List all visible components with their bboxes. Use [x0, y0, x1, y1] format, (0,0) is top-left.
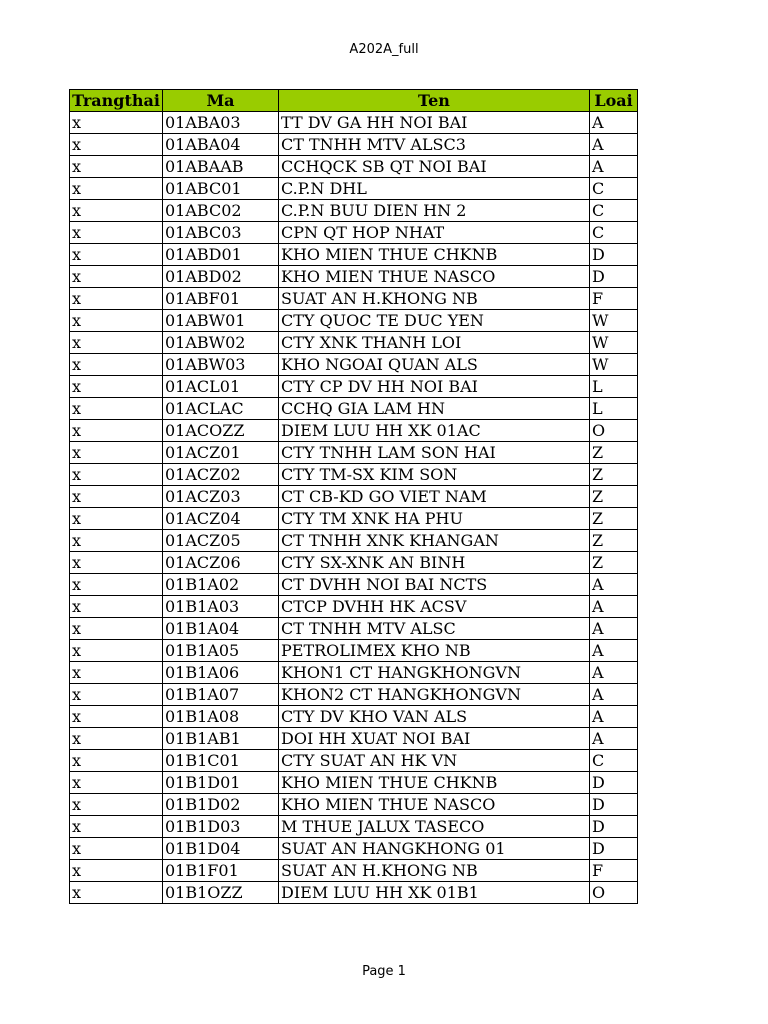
table-row [70, 332, 638, 354]
cell-trangthai: x [70, 794, 163, 816]
cell-ma: 01ACLAC [163, 398, 279, 420]
cell-ma: 01B1A03 [163, 596, 279, 618]
cell-ten: TT DV GA HH NOI BAI [279, 112, 590, 134]
cell-ten: CTY TM XNK HA PHU [279, 508, 590, 530]
cell-loai: Z [590, 442, 638, 464]
cell-ten: CPN QT HOP NHAT [279, 222, 590, 244]
table-row [70, 354, 638, 376]
cell-trangthai: x [70, 486, 163, 508]
column-header-ma: Ma [163, 90, 279, 112]
cell-loai: D [590, 772, 638, 794]
table-row [70, 662, 638, 684]
cell-ten: DIEM LUU HH XK 01B1 [279, 882, 590, 904]
cell-ten: CTY TM-SX KIM SON [279, 464, 590, 486]
cell-loai: Z [590, 552, 638, 574]
cell-ma: 01B1D01 [163, 772, 279, 794]
cell-trangthai: x [70, 420, 163, 442]
table-row [70, 134, 638, 156]
cell-ma: 01B1A02 [163, 574, 279, 596]
table-row [70, 596, 638, 618]
cell-ten: KHO MIEN THUE NASCO [279, 266, 590, 288]
cell-ten: CT CB-KD GO VIET NAM [279, 486, 590, 508]
cell-ten: CTCP DVHH HK ACSV [279, 596, 590, 618]
page-number: Page 1 [362, 964, 406, 979]
table-row [70, 684, 638, 706]
cell-ten: CTY XNK THANH LOI [279, 332, 590, 354]
cell-ma: 01B1A08 [163, 706, 279, 728]
table-row [70, 376, 638, 398]
table-row [70, 200, 638, 222]
cell-trangthai: x [70, 662, 163, 684]
cell-ma: 01ABF01 [163, 288, 279, 310]
page-header-title: A202A_full [349, 42, 419, 57]
table-row [70, 794, 638, 816]
table-row [70, 442, 638, 464]
cell-ma: 01ACZ01 [163, 442, 279, 464]
cell-ma: 01ACZ06 [163, 552, 279, 574]
table-row [70, 530, 638, 552]
cell-ten: KHO NGOAI QUAN ALS [279, 354, 590, 376]
table-row [70, 706, 638, 728]
cell-loai: L [590, 376, 638, 398]
cell-ten: KHON2 CT HANGKHONGVN [279, 684, 590, 706]
cell-loai: A [590, 706, 638, 728]
cell-ma: 01ACZ02 [163, 464, 279, 486]
cell-loai: L [590, 398, 638, 420]
cell-ma: 01ABA04 [163, 134, 279, 156]
table-row [70, 552, 638, 574]
cell-loai: Z [590, 530, 638, 552]
cell-ten: CT TNHH XNK KHANGAN [279, 530, 590, 552]
cell-ten: CT TNHH MTV ALSC [279, 618, 590, 640]
cell-loai: A [590, 596, 638, 618]
cell-ma: 01ABA03 [163, 112, 279, 134]
table-row [70, 574, 638, 596]
table-row [70, 728, 638, 750]
cell-loai: W [590, 354, 638, 376]
cell-trangthai: x [70, 838, 163, 860]
cell-loai: A [590, 156, 638, 178]
cell-ma: 01ABC02 [163, 200, 279, 222]
table-row [70, 464, 638, 486]
data-table [69, 89, 638, 904]
table-row [70, 816, 638, 838]
cell-loai: A [590, 684, 638, 706]
table-row [70, 222, 638, 244]
cell-ma: 01ABW01 [163, 310, 279, 332]
cell-ma: 01ABC03 [163, 222, 279, 244]
cell-trangthai: x [70, 310, 163, 332]
cell-loai: C [590, 222, 638, 244]
table-row [70, 486, 638, 508]
cell-ten: CT TNHH MTV ALSC3 [279, 134, 590, 156]
column-header-ten: Ten [279, 90, 590, 112]
cell-loai: W [590, 310, 638, 332]
table-row [70, 112, 638, 134]
cell-loai: D [590, 838, 638, 860]
cell-trangthai: x [70, 354, 163, 376]
cell-loai: Z [590, 486, 638, 508]
cell-ten: CTY CP DV HH NOI BAI [279, 376, 590, 398]
cell-ma: 01ACOZZ [163, 420, 279, 442]
cell-loai: Z [590, 464, 638, 486]
cell-trangthai: x [70, 156, 163, 178]
cell-trangthai: x [70, 706, 163, 728]
cell-ten: KHO MIEN THUE CHKNB [279, 772, 590, 794]
table-header-row [70, 90, 638, 112]
cell-trangthai: x [70, 772, 163, 794]
cell-ma: 01ABC01 [163, 178, 279, 200]
cell-ten: C.P.N BUU DIEN HN 2 [279, 200, 590, 222]
cell-trangthai: x [70, 332, 163, 354]
cell-trangthai: x [70, 728, 163, 750]
cell-ten: SUAT AN H.KHONG NB [279, 860, 590, 882]
cell-ten: CTY TNHH LAM SON HAI [279, 442, 590, 464]
cell-ten: CCHQCK SB QT NOI BAI [279, 156, 590, 178]
cell-trangthai: x [70, 530, 163, 552]
cell-trangthai: x [70, 684, 163, 706]
cell-ten: CT DVHH NOI BAI NCTS [279, 574, 590, 596]
cell-ma: 01B1A07 [163, 684, 279, 706]
cell-ten: M THUE JALUX TASECO [279, 816, 590, 838]
table-row [70, 882, 638, 904]
cell-loai: W [590, 332, 638, 354]
cell-trangthai: x [70, 574, 163, 596]
cell-trangthai: x [70, 464, 163, 486]
cell-loai: A [590, 662, 638, 684]
cell-ma: 01B1F01 [163, 860, 279, 882]
cell-trangthai: x [70, 178, 163, 200]
cell-ma: 01ABW02 [163, 332, 279, 354]
cell-ten: CTY SUAT AN HK VN [279, 750, 590, 772]
cell-trangthai: x [70, 596, 163, 618]
table-row [70, 750, 638, 772]
cell-trangthai: x [70, 442, 163, 464]
table-row [70, 640, 638, 662]
cell-ten: CTY SX-XNK AN BINH [279, 552, 590, 574]
cell-trangthai: x [70, 200, 163, 222]
cell-ma: 01ABD02 [163, 266, 279, 288]
cell-ma: 01B1D03 [163, 816, 279, 838]
table-row [70, 508, 638, 530]
table-row [70, 244, 638, 266]
cell-trangthai: x [70, 640, 163, 662]
cell-loai: D [590, 266, 638, 288]
cell-trangthai: x [70, 266, 163, 288]
cell-ma: 01ABW03 [163, 354, 279, 376]
cell-ten: CCHQ GIA LAM HN [279, 398, 590, 420]
cell-ten: KHON1 CT HANGKHONGVN [279, 662, 590, 684]
table-row [70, 838, 638, 860]
table-row [70, 178, 638, 200]
cell-loai: A [590, 618, 638, 640]
table-row [70, 860, 638, 882]
cell-ma: 01ACZ03 [163, 486, 279, 508]
cell-loai: O [590, 882, 638, 904]
table-row [70, 772, 638, 794]
cell-ten: SUAT AN H.KHONG NB [279, 288, 590, 310]
cell-loai: C [590, 178, 638, 200]
table-row [70, 420, 638, 442]
cell-trangthai: x [70, 134, 163, 156]
cell-loai: O [590, 420, 638, 442]
cell-ten: SUAT AN HANGKHONG 01 [279, 838, 590, 860]
cell-ma: 01B1D02 [163, 794, 279, 816]
cell-ma: 01B1A06 [163, 662, 279, 684]
table-body [70, 112, 638, 904]
cell-ma: 01ACL01 [163, 376, 279, 398]
cell-ma: 01ACZ05 [163, 530, 279, 552]
cell-loai: A [590, 640, 638, 662]
cell-trangthai: x [70, 288, 163, 310]
cell-ten: C.P.N DHL [279, 178, 590, 200]
cell-loai: A [590, 728, 638, 750]
cell-loai: D [590, 816, 638, 838]
column-header-trangthai: Trangthai [70, 90, 163, 112]
cell-loai: A [590, 134, 638, 156]
cell-loai: D [590, 244, 638, 266]
cell-ten: PETROLIMEX KHO NB [279, 640, 590, 662]
cell-trangthai: x [70, 816, 163, 838]
table-row [70, 310, 638, 332]
cell-ma: 01B1A05 [163, 640, 279, 662]
table-row [70, 266, 638, 288]
cell-ma: 01B1AB1 [163, 728, 279, 750]
cell-trangthai: x [70, 618, 163, 640]
cell-loai: A [590, 574, 638, 596]
cell-ten: DIEM LUU HH XK 01AC [279, 420, 590, 442]
cell-loai: C [590, 200, 638, 222]
cell-trangthai: x [70, 244, 163, 266]
cell-trangthai: x [70, 398, 163, 420]
table-row [70, 618, 638, 640]
cell-ten: DOI HH XUAT NOI BAI [279, 728, 590, 750]
cell-loai: F [590, 860, 638, 882]
column-header-loai: Loai [590, 90, 638, 112]
cell-trangthai: x [70, 552, 163, 574]
cell-loai: D [590, 794, 638, 816]
cell-ma: 01B1OZZ [163, 882, 279, 904]
cell-ten: KHO MIEN THUE CHKNB [279, 244, 590, 266]
cell-ma: 01ABD01 [163, 244, 279, 266]
cell-trangthai: x [70, 508, 163, 530]
cell-trangthai: x [70, 376, 163, 398]
cell-ten: CTY QUOC TE DUC YEN [279, 310, 590, 332]
cell-trangthai: x [70, 112, 163, 134]
cell-trangthai: x [70, 860, 163, 882]
cell-loai: A [590, 112, 638, 134]
cell-ma: 01B1C01 [163, 750, 279, 772]
table-row [70, 288, 638, 310]
table-row [70, 398, 638, 420]
cell-ma: 01B1A04 [163, 618, 279, 640]
cell-ma: 01ACZ04 [163, 508, 279, 530]
cell-ten: CTY DV KHO VAN ALS [279, 706, 590, 728]
cell-loai: Z [590, 508, 638, 530]
cell-ma: 01ABAAB [163, 156, 279, 178]
cell-loai: C [590, 750, 638, 772]
cell-trangthai: x [70, 222, 163, 244]
cell-loai: F [590, 288, 638, 310]
cell-ma: 01B1D04 [163, 838, 279, 860]
table-row [70, 156, 638, 178]
cell-ten: KHO MIEN THUE NASCO [279, 794, 590, 816]
cell-trangthai: x [70, 882, 163, 904]
cell-trangthai: x [70, 750, 163, 772]
